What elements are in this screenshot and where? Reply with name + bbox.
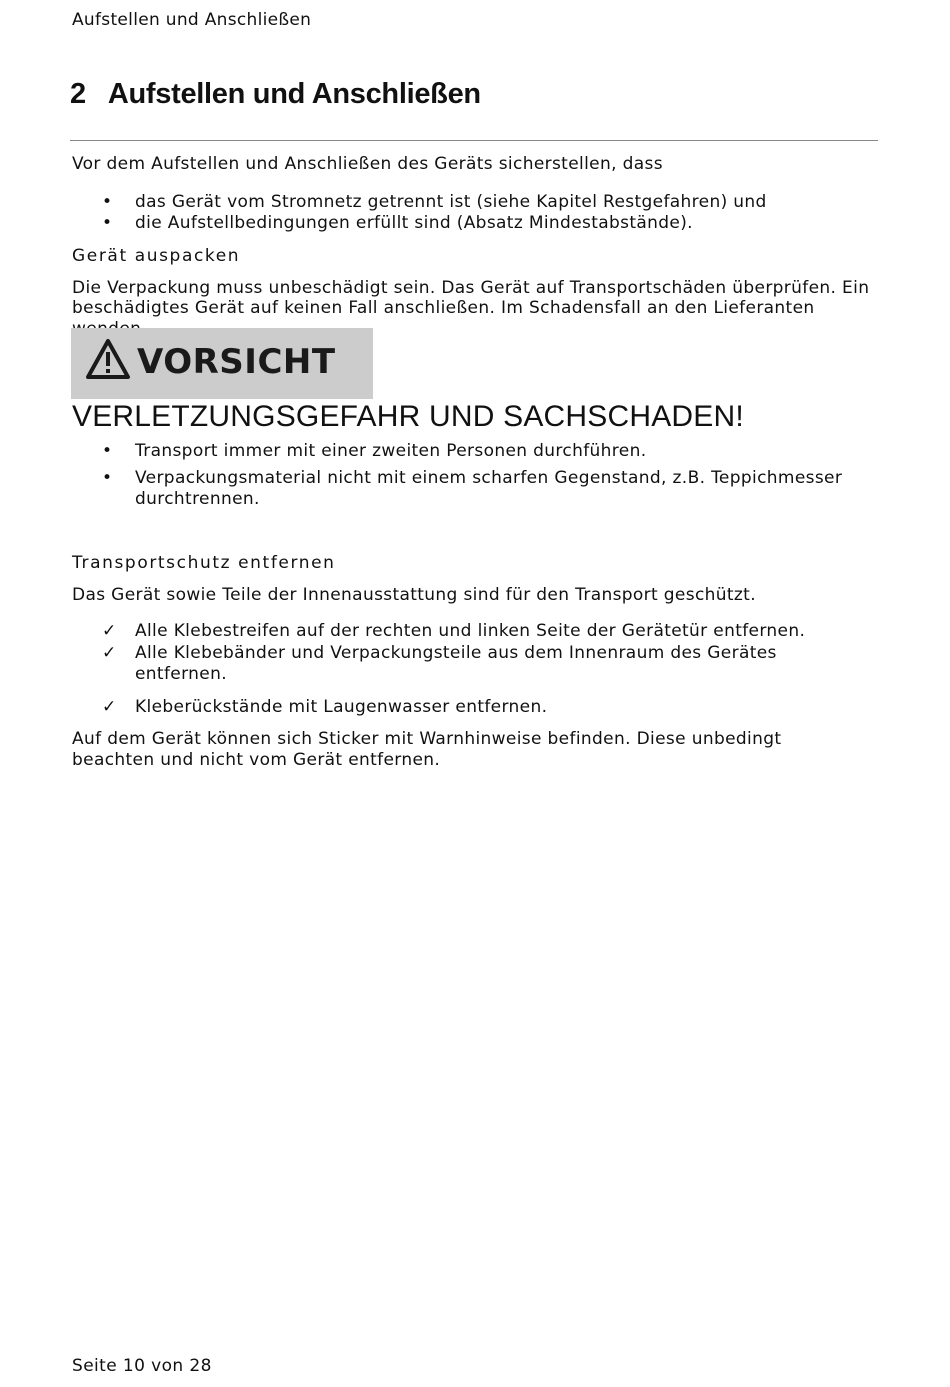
section-heading-unpack: Gerät auspacken (72, 246, 241, 266)
title-divider (70, 140, 878, 141)
warning-label (71, 328, 373, 399)
bullet-icon: • (102, 441, 113, 461)
chapter-number: 2 (70, 78, 86, 110)
chapter-title (70, 78, 481, 111)
checklist-item (72, 697, 862, 718)
closing-paragraph-line-2: beachten und nicht vom Gerät entfernen. (72, 750, 441, 770)
section-heading-transport: Transportschutz entfernen (72, 553, 336, 573)
checklist-item (72, 643, 862, 664)
warning-triangle-icon (85, 338, 131, 380)
list-item (72, 468, 862, 489)
checklist-item-text: entfernen. (135, 664, 227, 684)
checklist-item-continuation (72, 664, 862, 685)
bullet-icon: • (102, 468, 113, 488)
bullet-icon: • (102, 213, 113, 233)
list-item (72, 213, 862, 234)
chapter-title-text: Aufstellen und Anschließen (107, 78, 481, 110)
list-item-continuation (72, 489, 862, 510)
unpack-paragraph-line-1: Die Verpackung muss unbeschädigt sein. Das Gerät auf Transportschäden überprüfen. Ein (72, 278, 870, 298)
list-item-text: Transport immer mit einer zweiten Personen durchführen. (135, 441, 647, 461)
bullet-icon: • (102, 192, 113, 212)
checklist-item-text: Alle Klebestreifen auf der rechten und linken Seite der Gerätetür entfernen. (135, 621, 806, 641)
checkmark-icon: ✓ (102, 643, 117, 663)
running-header: Aufstellen und Anschließen (72, 10, 312, 30)
closing-paragraph-line-1: Auf dem Gerät können sich Sticker mit Warnhinweise befinden. Diese unbedingt (72, 729, 782, 749)
checklist-item-text: Alle Klebebänder und Verpackungsteile aus dem Innenraum des Gerätes (135, 643, 777, 663)
page-number: Seite 10 von 28 (72, 1356, 212, 1376)
list-item-text: Verpackungsmaterial nicht mit einem scharfen Gegenstand, z.B. Teppichmesser (135, 468, 843, 488)
list-item (72, 441, 862, 462)
list-item-text: durchtrennen. (135, 489, 260, 509)
list-item (72, 192, 862, 213)
list-item-text: das Gerät vom Stromnetz getrennt ist (siehe Kapitel Restgefahren) und (135, 192, 767, 212)
transport-paragraph: Das Gerät sowie Teile der Innenausstattung sind für den Transport geschützt. (72, 585, 756, 605)
checklist-item (72, 621, 862, 642)
list-item-text: die Aufstellbedingungen erfüllt sind (Absatz Mindestabstände). (135, 213, 693, 233)
unpack-paragraph-line-2: beschädigtes Gerät auf keinen Fall anschließen. Im Schadensfall an den Lieferanten (72, 298, 815, 318)
checkmark-icon: ✓ (102, 697, 117, 717)
warning-signal-word: VORSICHT (137, 342, 336, 382)
checkmark-icon: ✓ (102, 621, 117, 641)
danger-heading: VERLETZUNGSGEFAHR UND SACHSCHADEN! (72, 400, 744, 433)
checklist-item-text: Kleberückstände mit Laugenwasser entfernen. (135, 697, 548, 717)
intro-paragraph: Vor dem Aufstellen und Anschließen des Geräts sicherstellen, dass (72, 154, 663, 174)
